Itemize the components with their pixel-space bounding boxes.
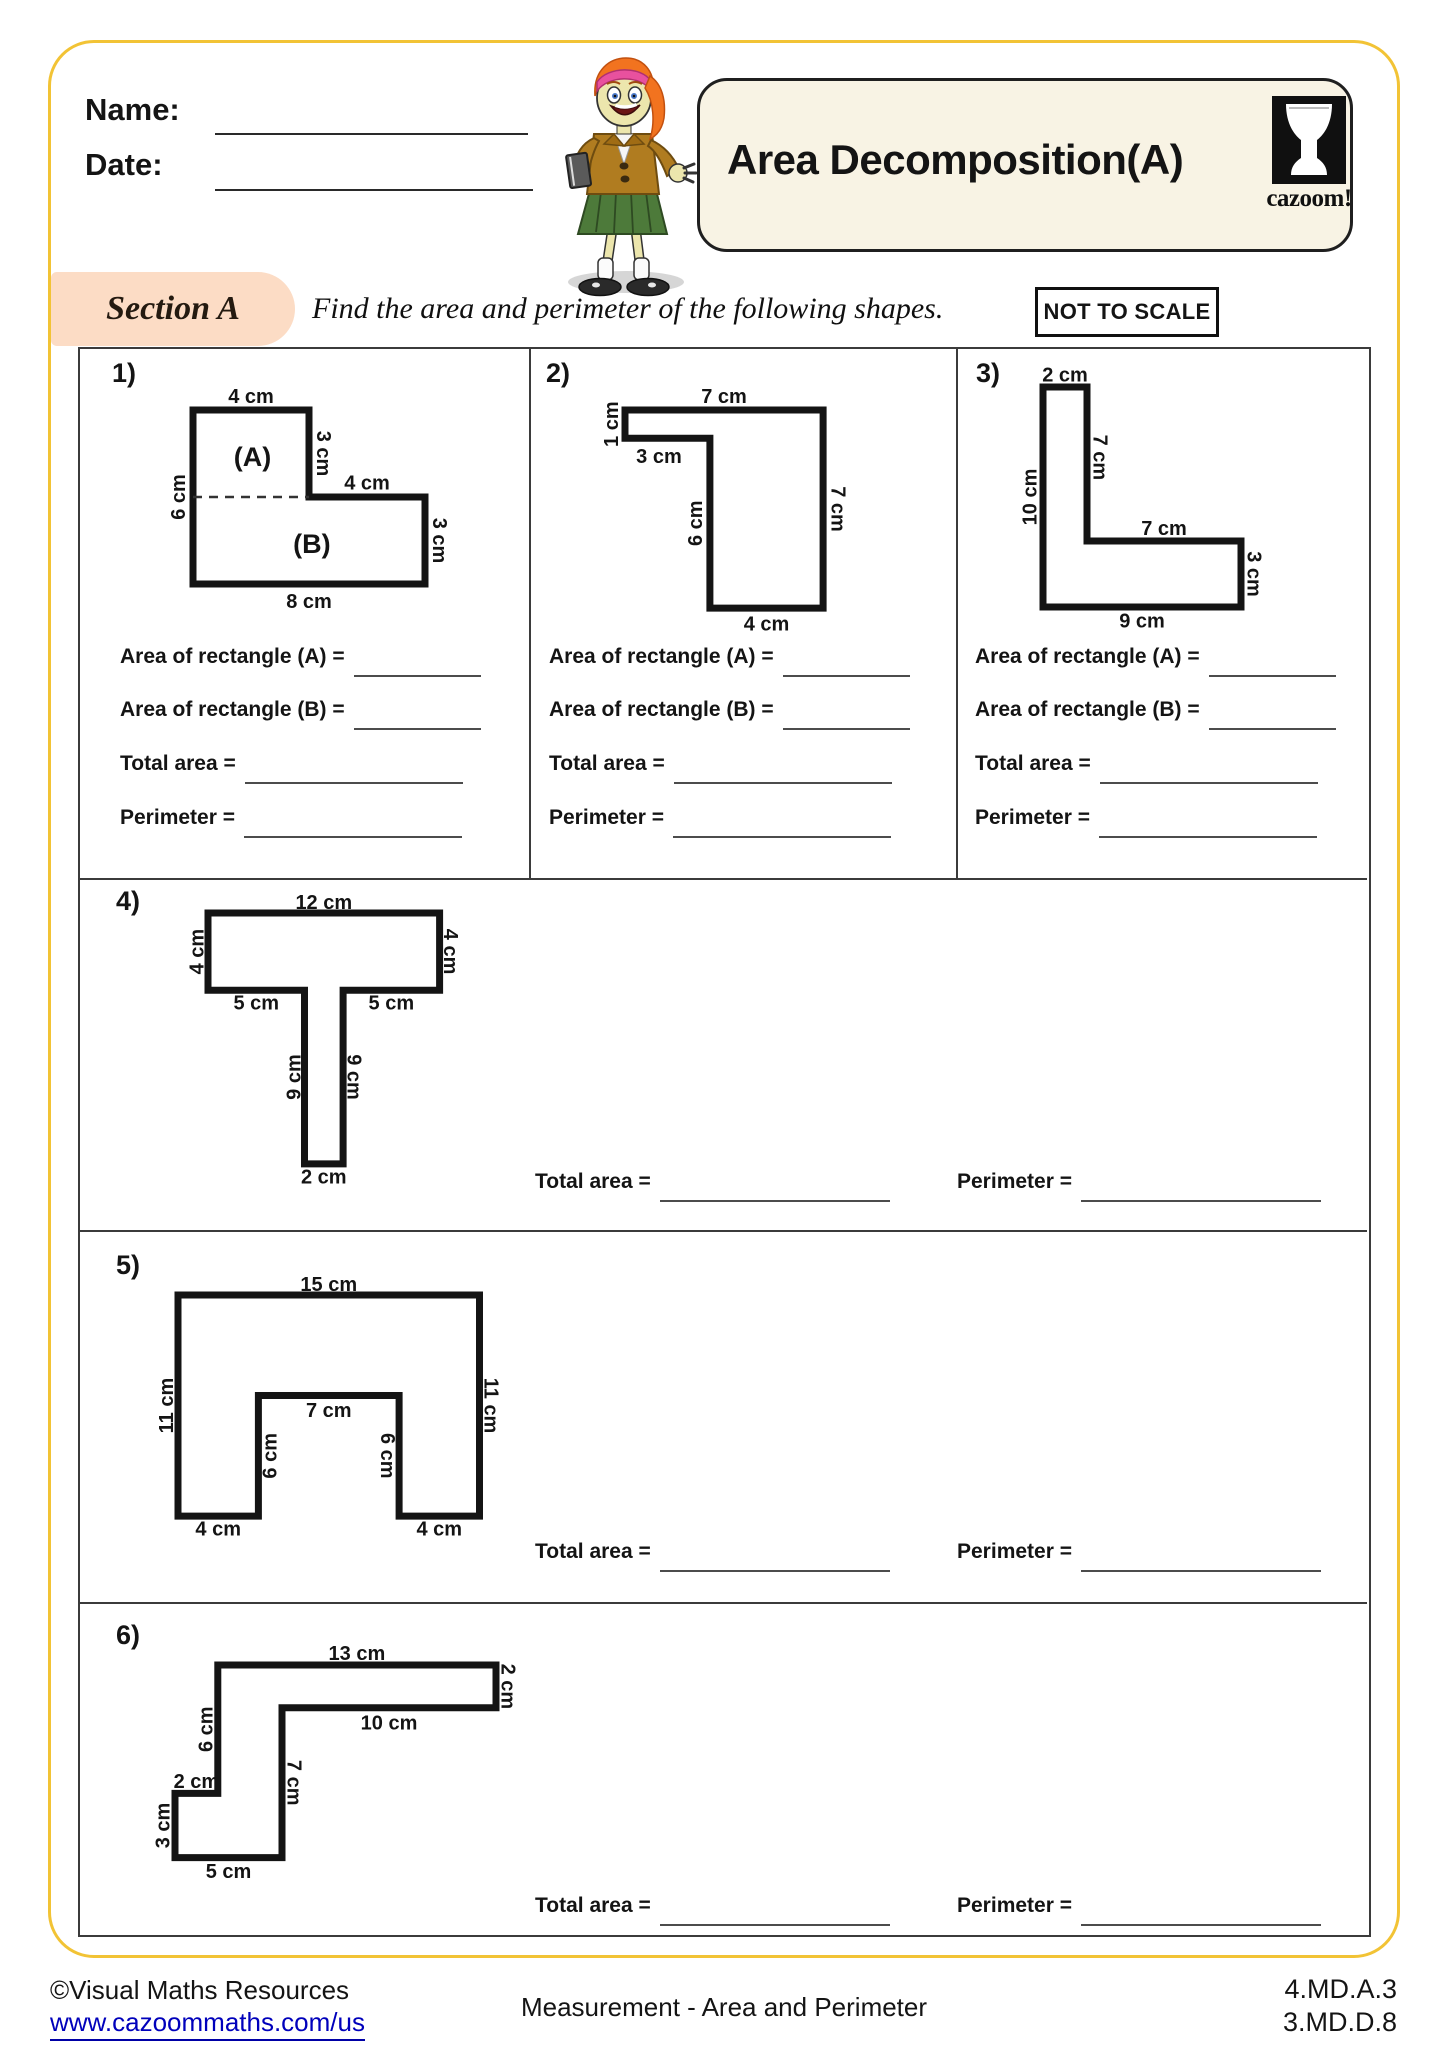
- svg-text:11 cm: 11 cm: [479, 1377, 502, 1434]
- problem-2-figure: [578, 362, 868, 655]
- svg-text:5 cm: 5 cm: [368, 992, 415, 1015]
- footer-website-link[interactable]: www.cazoommaths.com/us: [50, 2007, 365, 2041]
- svg-text:4 cm: 4 cm: [439, 928, 462, 975]
- p2-total-blank[interactable]: [674, 768, 892, 784]
- perimeter-label: Perimeter =: [975, 806, 1090, 829]
- svg-text:4 cm: 4 cm: [344, 472, 390, 495]
- table-divider-horizontal-3: [80, 1602, 1367, 1604]
- table-divider-vertical-1: [529, 349, 531, 878]
- svg-text:(B): (B): [293, 528, 331, 559]
- svg-text:11 cm: 11 cm: [155, 1377, 178, 1434]
- svg-text:2 cm: 2 cm: [1042, 364, 1088, 387]
- p1-total-blank[interactable]: [245, 768, 463, 784]
- problem-4-number: 4): [116, 886, 141, 916]
- p6-perimeter-row: [957, 1894, 1321, 1918]
- svg-text:6 cm: 6 cm: [167, 474, 190, 520]
- p1-total-row: [120, 752, 463, 776]
- total-label: Total area =: [549, 752, 665, 775]
- svg-text:7 cm: 7 cm: [701, 385, 747, 408]
- p3-total-blank[interactable]: [1100, 768, 1318, 784]
- svg-text:6 cm: 6 cm: [375, 1433, 398, 1479]
- p6-total-row: [535, 1894, 890, 1918]
- svg-text:9 cm: 9 cm: [1119, 610, 1165, 633]
- table-divider-vertical-2: [956, 349, 958, 878]
- cazoom-drum-icon: [1272, 96, 1346, 184]
- svg-text:5 cm: 5 cm: [205, 1860, 252, 1883]
- area-b-label: Area of rectangle (B) =: [549, 698, 774, 721]
- p3-area-b-row: [975, 698, 1336, 722]
- footer-topic: Measurement - Area and Perimeter: [520, 1992, 928, 2022]
- p4-total-row: [535, 1170, 890, 1194]
- svg-text:3 cm: 3 cm: [636, 445, 682, 468]
- perimeter-label: Perimeter =: [120, 806, 235, 829]
- svg-text:10 cm: 10 cm: [1019, 468, 1042, 526]
- p3-perimeter-row: [975, 806, 1317, 830]
- svg-text:3 cm: 3 cm: [1242, 551, 1265, 597]
- svg-text:8 cm: 8 cm: [286, 590, 332, 613]
- svg-text:6 cm: 6 cm: [685, 500, 708, 546]
- total-label: Total area =: [535, 1540, 651, 1563]
- svg-text:(A): (A): [233, 441, 272, 472]
- p5-perimeter-row: [957, 1540, 1321, 1564]
- p2-area-b-blank[interactable]: [783, 714, 910, 730]
- p2-total-row: [549, 752, 892, 776]
- problem-1-number: 1): [112, 358, 137, 388]
- p4-perimeter-blank[interactable]: [1081, 1186, 1321, 1202]
- svg-text:15 cm: 15 cm: [300, 1273, 358, 1296]
- area-a-label: Area of rectangle (A) =: [120, 645, 345, 668]
- section-label: Section A: [106, 290, 240, 327]
- svg-text:3 cm: 3 cm: [312, 430, 335, 477]
- svg-text:4 cm: 4 cm: [743, 613, 790, 636]
- perimeter-label: Perimeter =: [549, 806, 664, 829]
- problem-2-number: 2): [546, 358, 571, 388]
- total-label: Total area =: [120, 752, 236, 775]
- area-a-label: Area of rectangle (A) =: [549, 645, 774, 668]
- p2-area-b-row: [549, 698, 910, 722]
- svg-text:3 cm: 3 cm: [152, 1802, 175, 1849]
- section-chip: [51, 272, 295, 346]
- svg-text:6 cm: 6 cm: [259, 1433, 282, 1479]
- p6-total-blank[interactable]: [660, 1910, 890, 1926]
- table-divider-horizontal-2: [80, 1230, 1367, 1232]
- problem-3-number: 3): [976, 358, 1001, 388]
- problem-1-figure: [148, 362, 470, 631]
- svg-text:7 cm: 7 cm: [826, 486, 849, 532]
- p5-total-blank[interactable]: [660, 1556, 890, 1572]
- p3-area-a-row: [975, 645, 1336, 669]
- p2-area-a-row: [549, 645, 910, 669]
- svg-text:5 cm: 5 cm: [233, 992, 280, 1015]
- total-label: Total area =: [975, 752, 1091, 775]
- problem-6-figure: [130, 1618, 541, 1915]
- p1-area-a-row: [120, 645, 481, 669]
- problem-4-figure: [155, 880, 480, 1203]
- not-to-scale-badge: NOT TO SCALE: [1035, 287, 1219, 337]
- p6-perimeter-blank[interactable]: [1081, 1910, 1321, 1926]
- p5-perimeter-blank[interactable]: [1081, 1556, 1321, 1572]
- svg-text:2 cm: 2 cm: [301, 1166, 347, 1189]
- svg-text:6 cm: 6 cm: [195, 1706, 218, 1752]
- instruction-text: Find the area and perimeter of the following shapes.: [312, 292, 944, 325]
- name-input-line[interactable]: [215, 133, 528, 135]
- total-label: Total area =: [535, 1894, 651, 1917]
- svg-text:7 cm: 7 cm: [305, 1399, 352, 1422]
- p5-total-row: [535, 1540, 890, 1564]
- area-b-label: Area of rectangle (B) =: [120, 698, 345, 721]
- total-label: Total area =: [535, 1170, 651, 1193]
- svg-text:3 cm: 3 cm: [428, 517, 451, 564]
- footer-standard-2: 3.MD.D.8: [1282, 2007, 1397, 2037]
- perimeter-label: Perimeter =: [957, 1540, 1072, 1563]
- svg-text:2 cm: 2 cm: [496, 1663, 519, 1710]
- svg-text:9 cm: 9 cm: [283, 1054, 306, 1100]
- p3-area-a-blank[interactable]: [1209, 661, 1336, 677]
- svg-text:7 cm: 7 cm: [1141, 518, 1187, 541]
- footer-copyright: ©Visual Maths Resources: [50, 1975, 350, 2005]
- problem-6-number: 6): [116, 1620, 141, 1650]
- p4-perimeter-row: [957, 1170, 1321, 1194]
- p4-total-blank[interactable]: [660, 1186, 890, 1202]
- girl-illustration: [538, 42, 710, 298]
- perimeter-label: Perimeter =: [957, 1894, 1072, 1917]
- p3-total-row: [975, 752, 1318, 776]
- svg-text:7 cm: 7 cm: [282, 1759, 305, 1806]
- svg-text:7 cm: 7 cm: [1088, 434, 1111, 481]
- p1-perimeter-blank[interactable]: [244, 822, 462, 838]
- p1-area-b-blank[interactable]: [354, 714, 481, 730]
- p3-perimeter-blank[interactable]: [1099, 822, 1317, 838]
- p1-area-a-blank[interactable]: [354, 661, 481, 677]
- cazoom-logo: [1262, 96, 1356, 213]
- p2-perimeter-row: [549, 806, 891, 830]
- p3-area-b-blank[interactable]: [1209, 714, 1336, 730]
- svg-text:4 cm: 4 cm: [416, 1518, 463, 1541]
- area-a-label: Area of rectangle (A) =: [975, 645, 1200, 668]
- svg-text:12 cm: 12 cm: [295, 891, 353, 914]
- p2-perimeter-blank[interactable]: [673, 822, 891, 838]
- svg-text:13 cm: 13 cm: [328, 1643, 386, 1666]
- svg-text:4 cm: 4 cm: [186, 928, 209, 975]
- svg-text:4 cm: 4 cm: [228, 386, 274, 409]
- name-label: Name:: [85, 92, 180, 127]
- date-input-line[interactable]: [215, 189, 533, 191]
- svg-text:4 cm: 4 cm: [195, 1518, 241, 1541]
- p1-perimeter-row: [120, 806, 462, 830]
- problem-5-number: 5): [116, 1250, 141, 1280]
- problem-5-figure: [130, 1245, 527, 1572]
- footer-standard-1: 4.MD.A.3: [1284, 1974, 1397, 2004]
- perimeter-label: Perimeter =: [957, 1170, 1072, 1193]
- svg-text:2 cm: 2 cm: [173, 1770, 220, 1793]
- p2-area-a-blank[interactable]: [783, 661, 910, 677]
- svg-text:10 cm: 10 cm: [360, 1712, 418, 1735]
- date-label: Date:: [85, 147, 163, 182]
- p1-area-b-row: [120, 698, 481, 722]
- page-title: Area Decomposition(A): [727, 136, 1184, 183]
- cazoom-logo-text: cazoom!: [1266, 185, 1352, 212]
- svg-text:9 cm: 9 cm: [342, 1054, 365, 1100]
- svg-text:1 cm: 1 cm: [600, 401, 623, 447]
- problem-3-figure: [995, 352, 1285, 649]
- area-b-label: Area of rectangle (B) =: [975, 698, 1200, 721]
